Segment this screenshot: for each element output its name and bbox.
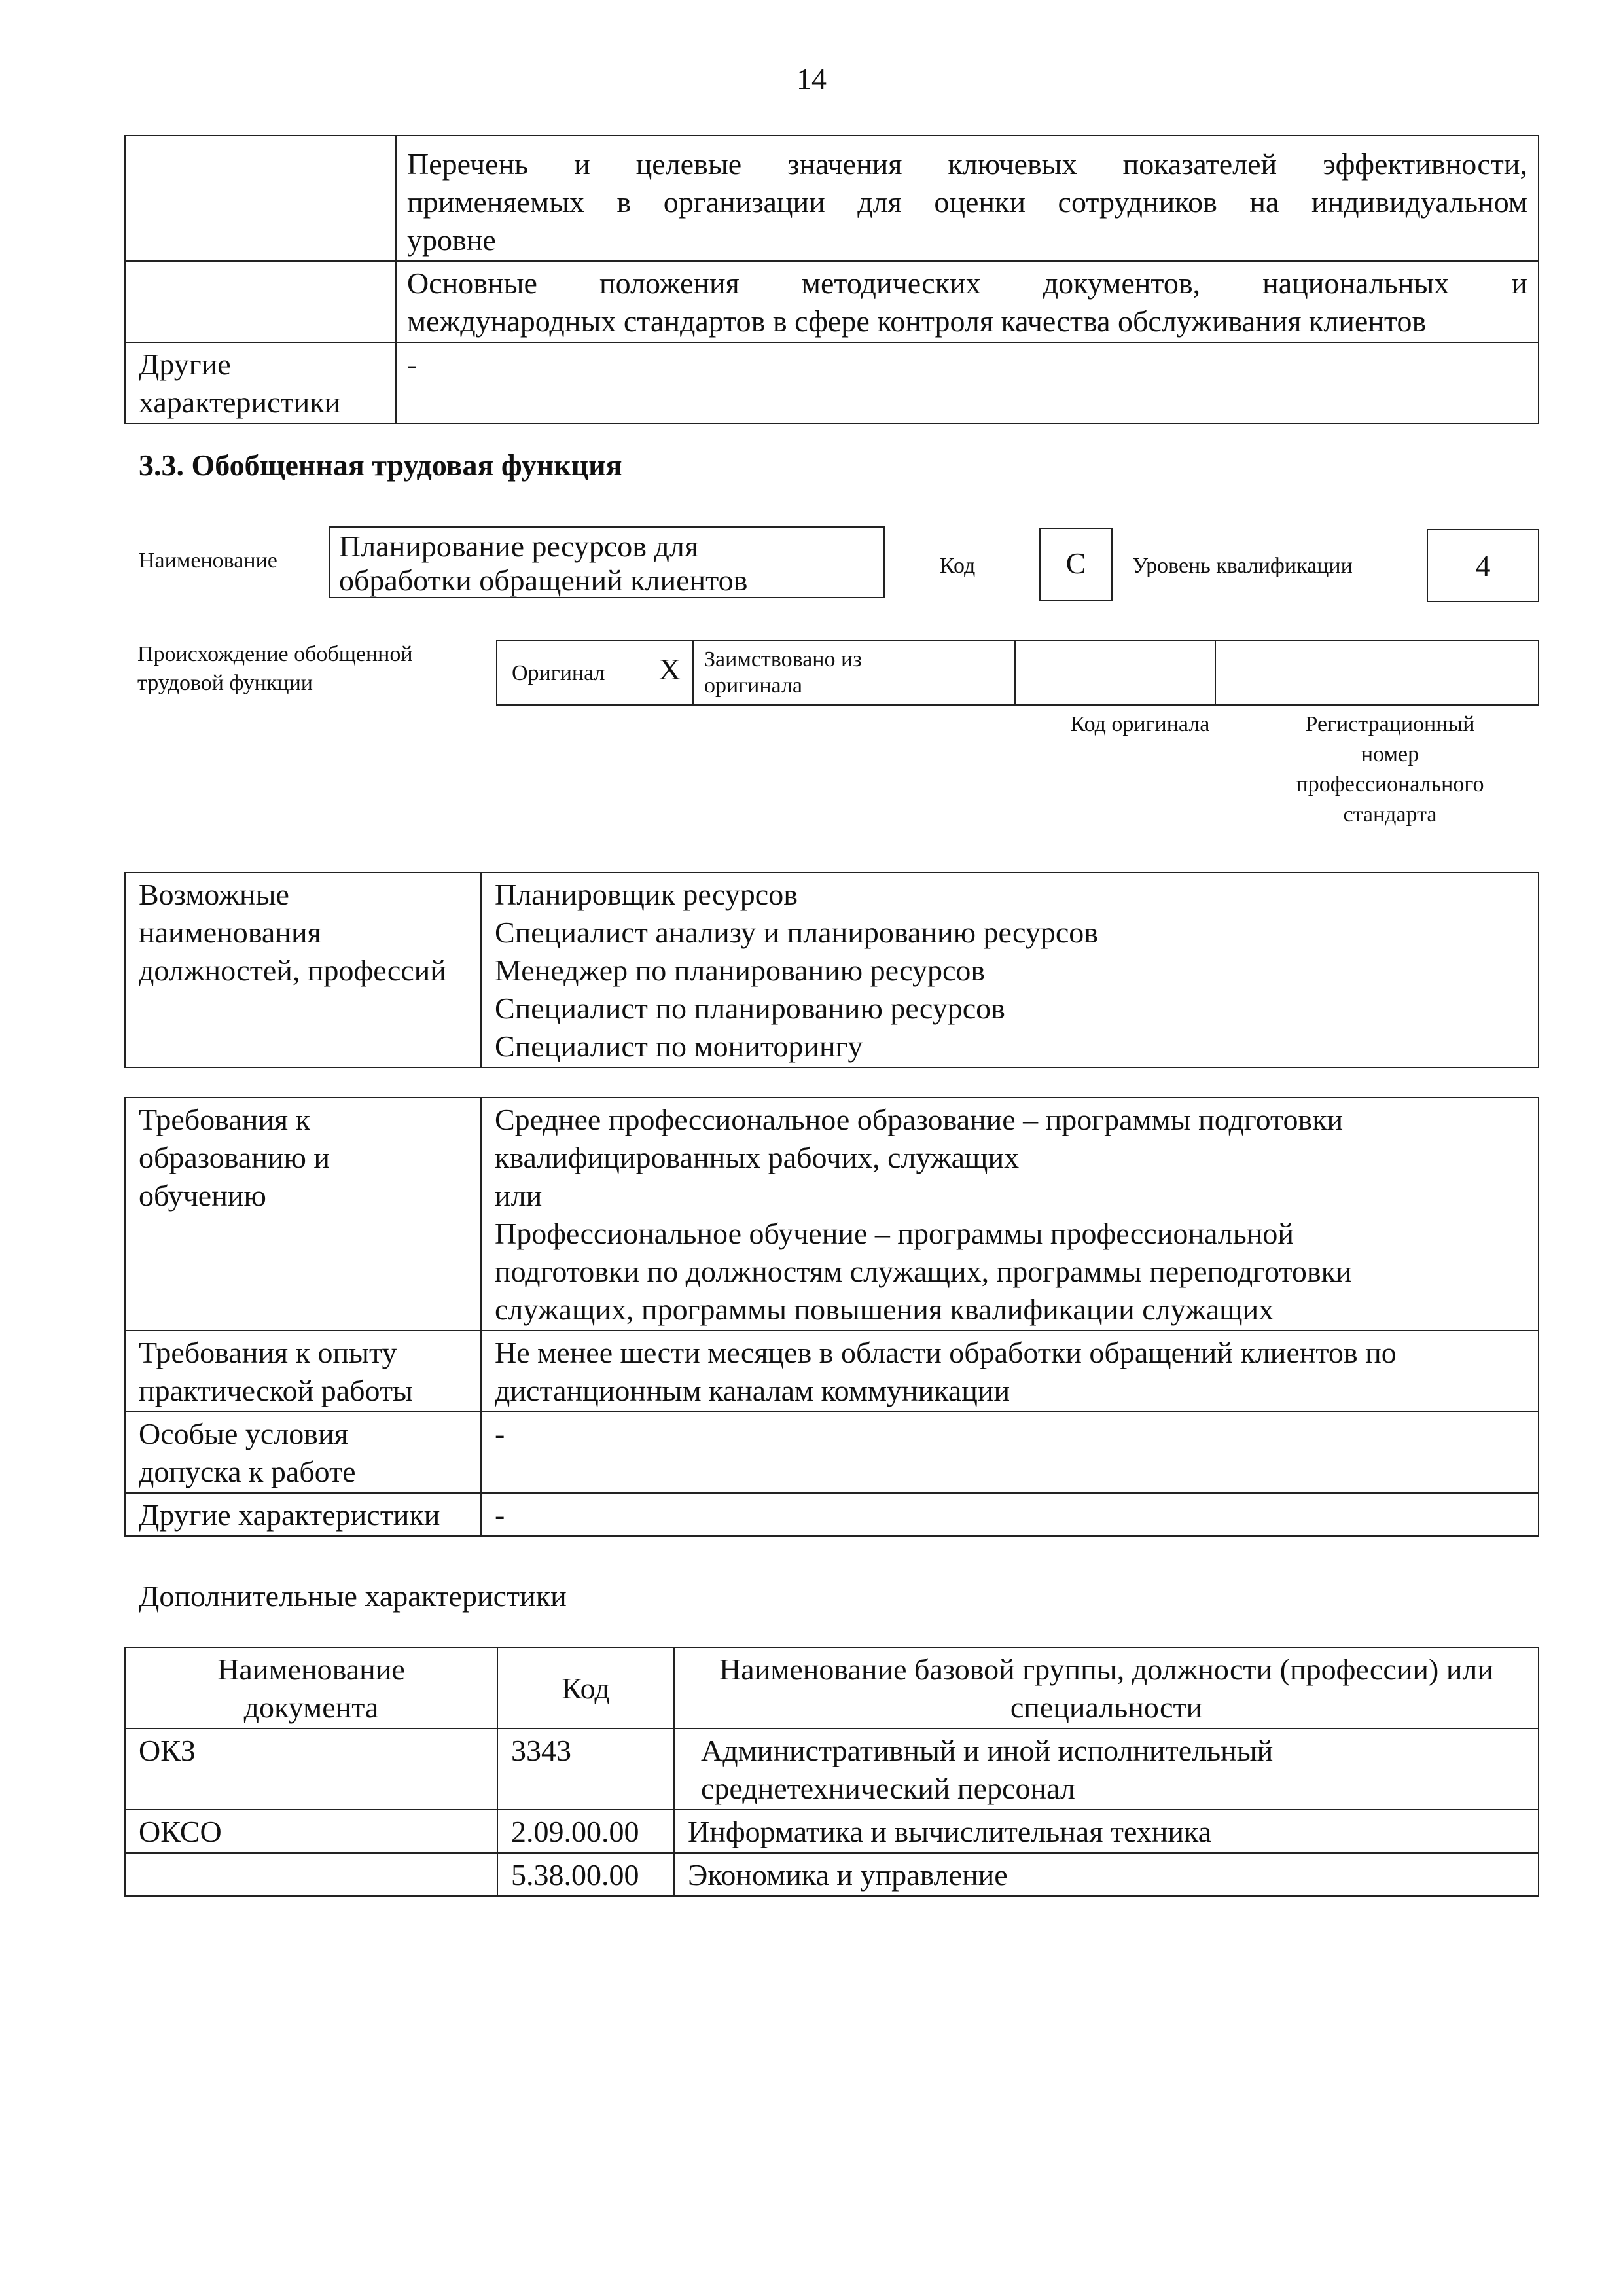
knowledge-item-1: Перечень и целевые значения ключевых показателей эффективности, применяемых в организации для оценки сотрудников на индивидуальном уровне [396,135,1539,261]
list-item: Специалист по планированию ресурсов [495,992,1005,1025]
education-value: Среднее профессиональное образование – программы подготовки квалифицированных рабочих, служащих или Профессиональное обучение – программы профессиональной подготовки по должностям служащих, программы переподготовки служащих, программы повышения квалификации служащих [481,1098,1539,1331]
level-label: Уровень квалификации [1132,554,1353,578]
positions-label: Возможные наименования должностей, профессий [125,872,481,1067]
origin-label: Происхождение обобщенной трудовой функции [137,642,413,695]
row-code: 3343 [497,1729,674,1810]
list-item: Менеджер по планированию ресурсов [495,954,986,987]
additional-title: Дополнительные характеристики [139,1579,567,1613]
positions-table [124,872,1539,1068]
reg-number-cell [1215,641,1539,705]
code-original-caption: Код оригинала [1070,712,1210,736]
other-characteristics-value: - [396,342,1539,423]
experience-label: Требования к опыту практической работы [125,1331,481,1412]
original-cell: Оригинал X [497,641,693,705]
row-name: Административный и иной исполнительный среднетехнический персонал [674,1729,1539,1810]
other-characteristics-label: Другие характеристики [125,342,396,423]
origin-table [496,640,1539,706]
code-value-box: C [1039,528,1113,601]
row-doc: ОКЗ [125,1729,497,1810]
experience-value: Не менее шести месяцев в области обработки обращений клиентов по дистанционным каналам коммуникации [481,1331,1539,1412]
education-label: Требования к образованию и обучению [125,1098,481,1331]
level-value-box: 4 [1427,529,1539,602]
reg-number-caption: Регистрационный номер профессионального стандарта [1296,712,1484,827]
header-code: Код [497,1647,674,1729]
positions-list [481,872,1539,1067]
list-item: Планировщик ресурсов [495,878,798,911]
table-row [125,1853,1539,1896]
row-doc: ОКСО [125,1810,497,1853]
table-row [125,1810,1539,1853]
code-original-cell [1015,641,1215,705]
name-label: Наименование [139,548,277,573]
code-label: Код [940,554,976,578]
top-table [124,135,1539,424]
row-doc [125,1853,497,1896]
admission-label: Особые условия допуска к работе [125,1412,481,1493]
page-number: 14 [796,62,827,96]
table-row [125,1729,1539,1810]
original-mark: X [658,653,681,686]
section-title: 3.3. Обобщенная трудовая функция [139,448,622,482]
requirements-table [124,1097,1539,1537]
admission-value: - [481,1412,1539,1493]
list-item: Специалист анализу и планированию ресурсов [495,916,1098,949]
top-empty-cell-2 [125,261,396,342]
function-name-box: Планирование ресурсов для обработки обращений клиентов [329,526,885,598]
borrowed-cell: Заимствовано из оригинала [693,641,1015,705]
row-code: 2.09.00.00 [497,1810,674,1853]
header-doc-name: Наименование документа [125,1647,497,1729]
row-code: 5.38.00.00 [497,1853,674,1896]
additional-table [124,1647,1539,1897]
other-req-label: Другие характеристики [125,1493,481,1536]
row-name: Экономика и управление [674,1853,1539,1896]
top-empty-cell [125,135,396,261]
row-name: Информатика и вычислительная техника [674,1810,1539,1853]
list-item: Специалист по мониторингу [495,1030,863,1063]
other-req-value: - [481,1493,1539,1536]
knowledge-item-2: Основные положения методических документов, национальных и международных стандартов в сфере контроля качества обслуживания клиентов [396,261,1539,342]
header-base-group: Наименование базовой группы, должности (профессии) или специальности [674,1647,1539,1729]
